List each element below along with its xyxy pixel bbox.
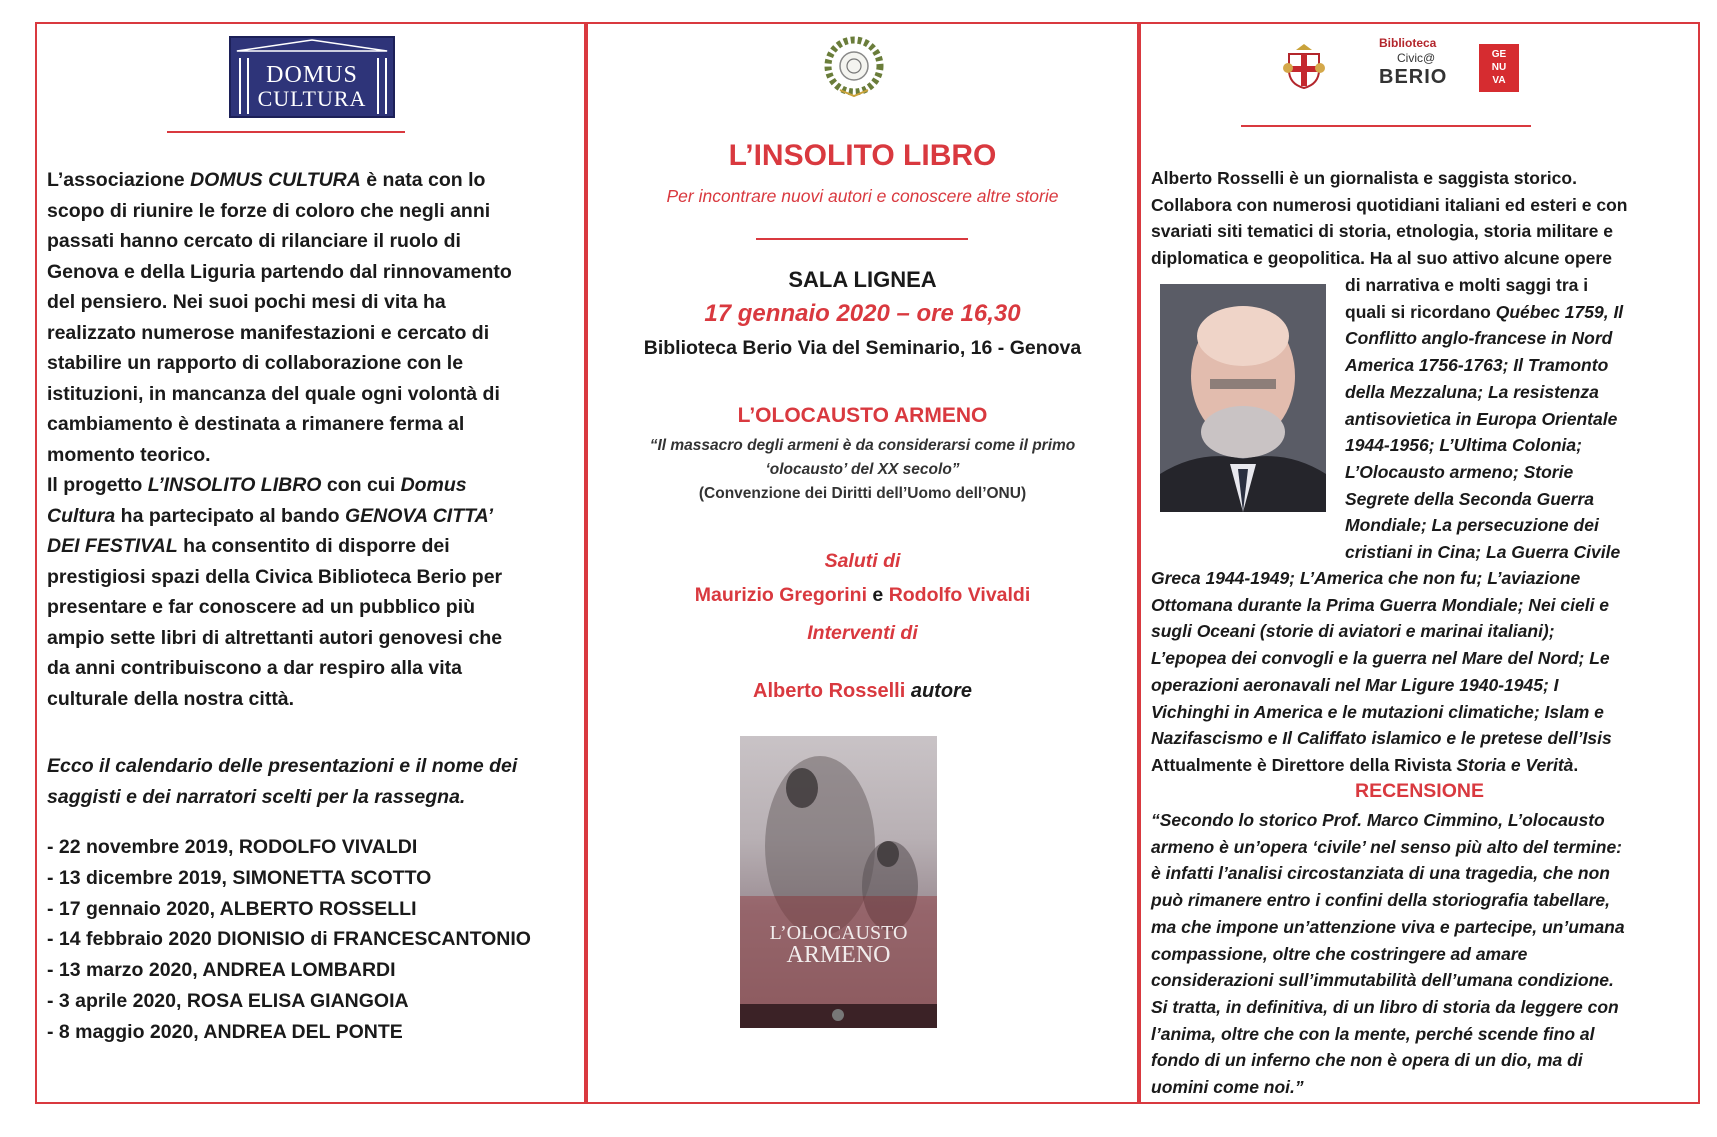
- greeter-name: Rodolfo Vivaldi: [888, 584, 1031, 606]
- project-line: presentare e far conoscere ad un pubblico più: [47, 596, 476, 618]
- temple-roof-icon: [231, 38, 393, 52]
- interventions-label: Interventi di: [807, 622, 918, 644]
- bio-line: diplomatica e geopolitica. Ha al suo attivo alcune opere: [1151, 248, 1612, 269]
- intro-line: cambiamento è destinata a rimanere ferma al: [47, 413, 465, 435]
- divider: [1241, 125, 1531, 127]
- genova-logo: [1479, 44, 1519, 92]
- bio-line: antisovietica in Europa Orientale: [1345, 408, 1618, 429]
- bio-line: Conflitto anglo-francese in Nord: [1345, 328, 1613, 349]
- wreath-seal-icon: [822, 34, 886, 98]
- intro-line: stabilire un rapporto di collaborazione con le: [47, 352, 464, 374]
- festival-name: GENOVA CITTA’: [344, 504, 494, 527]
- greeters: [588, 584, 1137, 607]
- genova-coat-of-arms-icon: [1283, 42, 1325, 90]
- intro-line: realizzato numerose manifestazioni e cercato di: [47, 321, 490, 344]
- bio-line: Vichinghi in America e le mutazioni climatiche; Islam e: [1151, 701, 1604, 722]
- berio-logo-line: BERIO: [1379, 66, 1448, 88]
- schedule-item: - 3 aprile 2020, ROSA ELISA GIANGOIA: [47, 989, 409, 1012]
- bio-line: L’epopea dei convogli e la guerra nel Mare del Nord; Le: [1151, 648, 1610, 669]
- intro-line: scopo di riunire le forze di coloro che negli anni: [47, 199, 491, 222]
- greeter-conjunction: e: [867, 584, 889, 606]
- magazine-name: Storia e Verità: [1456, 754, 1574, 775]
- quote-source: (Convenzione dei Diritti dell’Uomo dell’ONU): [698, 485, 1027, 502]
- genova-logo-line: VA: [1492, 75, 1506, 86]
- review-line: Si tratta, in definitiva, di un libro di storia da leggere con: [1151, 996, 1619, 1017]
- genova-logo-line: GE: [1491, 49, 1507, 60]
- berio-logo-line: Biblioteca: [1379, 36, 1437, 50]
- bio-line: Alberto Rosselli è un giornalista e saggista storico.: [1151, 168, 1577, 188]
- venue-name: SALA LIGNEA: [788, 267, 937, 292]
- review-line: è infatti l’analisi circostanziata di una tragedia, che non: [1151, 863, 1610, 884]
- biblioteca-berio-logo: [1379, 36, 1465, 92]
- bio-paragraph-top: [1151, 165, 1689, 272]
- review-line: ma che impone un’attenzione viva e partecipe, un’umana: [1151, 916, 1625, 937]
- project-text: ha consentito di disporre dei: [177, 535, 450, 557]
- cover-title-line: ARMENO: [786, 942, 891, 968]
- logo-line-1: DOMUS: [266, 62, 358, 88]
- book-cover-art: [740, 736, 937, 1028]
- project-text: Il progetto: [47, 474, 148, 496]
- event-date: 17 gennaio 2020 – ore 16,30: [704, 300, 1021, 327]
- festival-name: DEI FESTIVAL: [47, 535, 178, 557]
- bio-line: Greca 1944-1949; L’America che non fu; L’aviazione: [1151, 568, 1581, 588]
- event-subtitle: Per incontrare nuovi autori e conoscere altre storie: [666, 186, 1059, 206]
- review-line: armeno è un’opera ‘civile’ nel senso più alto del termine:: [1151, 836, 1623, 857]
- calendar-intro-line: Ecco il calendario delle presentazioni e il nome dei: [47, 755, 518, 777]
- cover-title-line: L’OLOCAUSTO: [769, 922, 908, 944]
- divider: [756, 238, 968, 240]
- review-line: l’anima, oltre che con la mente, perché scende fino al: [1151, 1023, 1595, 1044]
- schedule-item: - 17 gennaio 2020, ALBERTO ROSSELLI: [47, 897, 417, 920]
- bio-line: Nazifascismo e Il Califfato islamico e le pretese dell’Isis: [1151, 728, 1612, 749]
- bio-text: .: [1573, 754, 1579, 775]
- review-paragraph: [1151, 807, 1689, 1101]
- calendar-intro: [47, 751, 573, 813]
- association-name: Domus: [400, 474, 467, 496]
- intro-text: è nata con lo: [360, 169, 486, 191]
- project-text: con cui: [321, 474, 401, 496]
- center-panel: [586, 22, 1139, 1104]
- bio-line: Mondiale; La persecuzione dei: [1345, 515, 1599, 536]
- venue-address: Biblioteca Berio Via del Seminario, 16 - Genova: [643, 337, 1082, 359]
- calendar-intro-line: saggisti e dei narratori scelti per la rassegna.: [47, 786, 466, 808]
- book-cover: [740, 736, 937, 1028]
- project-line: culturale della nostra città.: [47, 687, 295, 710]
- berio-logo-line: Civic@: [1397, 51, 1436, 65]
- review-line: considerazioni sull’immutabilità dell’umana condizione.: [1151, 970, 1614, 991]
- project-line: ampio sette libri di altrettanti autori genovesi che: [47, 626, 503, 649]
- schedule-item: - 14 febbraio 2020 DIONISIO di FRANCESCANTONIO: [47, 928, 531, 951]
- bio-line: America 1756-1763; Il Tramonto: [1345, 355, 1609, 376]
- bio-line: Ottomana durante la Prima Guerra Mondiale; Nei cieli e: [1151, 594, 1610, 615]
- review-line: può rimanere entro i confini della storiografia tabellare,: [1151, 890, 1610, 911]
- review-line: compassione, oltre che costringere ad amare: [1151, 943, 1528, 964]
- intro-line: momento teorico.: [47, 443, 211, 466]
- schedule-item: - 8 maggio 2020, ANDREA DEL PONTE: [47, 1020, 403, 1043]
- bio-line: cristiani in Cina; La Guerra Civile: [1345, 542, 1621, 563]
- bio-text: Attualmente è Direttore della Rivista: [1151, 754, 1457, 775]
- schedule-item: - 13 dicembre 2019, SIMONETTA SCOTTO: [47, 866, 432, 889]
- schedule-item: - 22 novembre 2019, RODOLFO VIVALDI: [47, 836, 418, 858]
- greeter-name: Maurizio Gregorini: [694, 584, 867, 606]
- intro-line: Genova e della Liguria partendo dal rinnovamento: [47, 260, 512, 283]
- intro-text: L’associazione: [47, 169, 191, 191]
- review-line: uomini come noi.”: [1151, 1077, 1304, 1098]
- book-title: L’OLOCAUSTO ARMENO: [737, 404, 988, 427]
- speaker-name: Alberto Rosselli: [753, 680, 906, 702]
- genova-logo-line: NU: [1491, 62, 1507, 73]
- intro-line: passati hanno cercato di rilanciare il ruolo di: [47, 230, 461, 252]
- domus-cultura-logo: [229, 36, 395, 118]
- intro-paragraph: [47, 165, 573, 714]
- bio-line: svariati siti tematici di storia, etnologia, storia militare e: [1151, 221, 1613, 242]
- author-portrait: [1160, 284, 1326, 512]
- greetings-label: Saluti di: [824, 550, 901, 572]
- association-name: DOMUS CULTURA: [190, 169, 361, 191]
- bio-line: Collabora con numerosi quotidiani italiani ed esteri e con: [1151, 194, 1628, 215]
- intro-line: del pensiero. Nei suoi pochi mesi di vita ha: [47, 291, 446, 313]
- project-line: da anni contribuiscono a dar respiro alla vita: [47, 657, 463, 679]
- right-panel: [1139, 22, 1700, 1104]
- review-line: “Secondo lo storico Prof. Marco Cimmino, L’olocausto: [1151, 810, 1605, 830]
- bio-book-titles: Québec 1759, Il: [1495, 301, 1624, 322]
- bio-paragraph-bottom: [1151, 565, 1689, 779]
- bio-text: quali si ricordano: [1345, 301, 1496, 322]
- left-panel: [35, 22, 586, 1104]
- intro-line: istituzioni, in mancanza del quale ogni volontà di: [47, 382, 500, 405]
- project-name: L’INSOLITO LIBRO: [147, 474, 322, 496]
- review-heading: RECENSIONE: [1355, 780, 1484, 802]
- bio-line: di narrativa e molti saggi tra i: [1345, 275, 1589, 295]
- project-line: prestigiosi spazi della Civica Biblioteca Berio per: [47, 565, 503, 588]
- quote-line: ‘olocausto’ del XX secolo”: [765, 461, 960, 478]
- bio-paragraph-side: [1345, 272, 1689, 566]
- bio-line: sugli Oceani (storie di aviatori e marinai italiani);: [1151, 621, 1555, 642]
- bio-line: 1944-1956; L’Ultima Colonia;: [1345, 435, 1582, 456]
- review-line: fondo di un inferno che non è opera di un dio, ma di: [1151, 1050, 1583, 1071]
- project-text: ha partecipato al bando: [115, 504, 345, 527]
- author-photo: [1160, 284, 1326, 512]
- schedule-list: [47, 832, 577, 1048]
- association-name: Cultura: [47, 504, 116, 527]
- logo-line-2: CULTURA: [257, 86, 367, 111]
- speaker-role: autore: [905, 680, 972, 702]
- divider: [167, 131, 405, 133]
- event-title: L’INSOLITO LIBRO: [728, 139, 997, 172]
- speaker: [588, 680, 1137, 703]
- bio-line: Segrete della Seconda Guerra: [1345, 488, 1594, 509]
- schedule-item: - 13 marzo 2020, ANDREA LOMBARDI: [47, 959, 396, 982]
- quote-line: “Il massacro degli armeni è da considerarsi come il primo: [649, 437, 1076, 454]
- bio-line: L’Olocausto armeno; Storie: [1345, 461, 1574, 482]
- bio-line: operazioni aeronavali nel Mar Ligure 1940-1945; I: [1151, 674, 1559, 695]
- bio-line: della Mezzaluna; La resistenza: [1345, 381, 1599, 402]
